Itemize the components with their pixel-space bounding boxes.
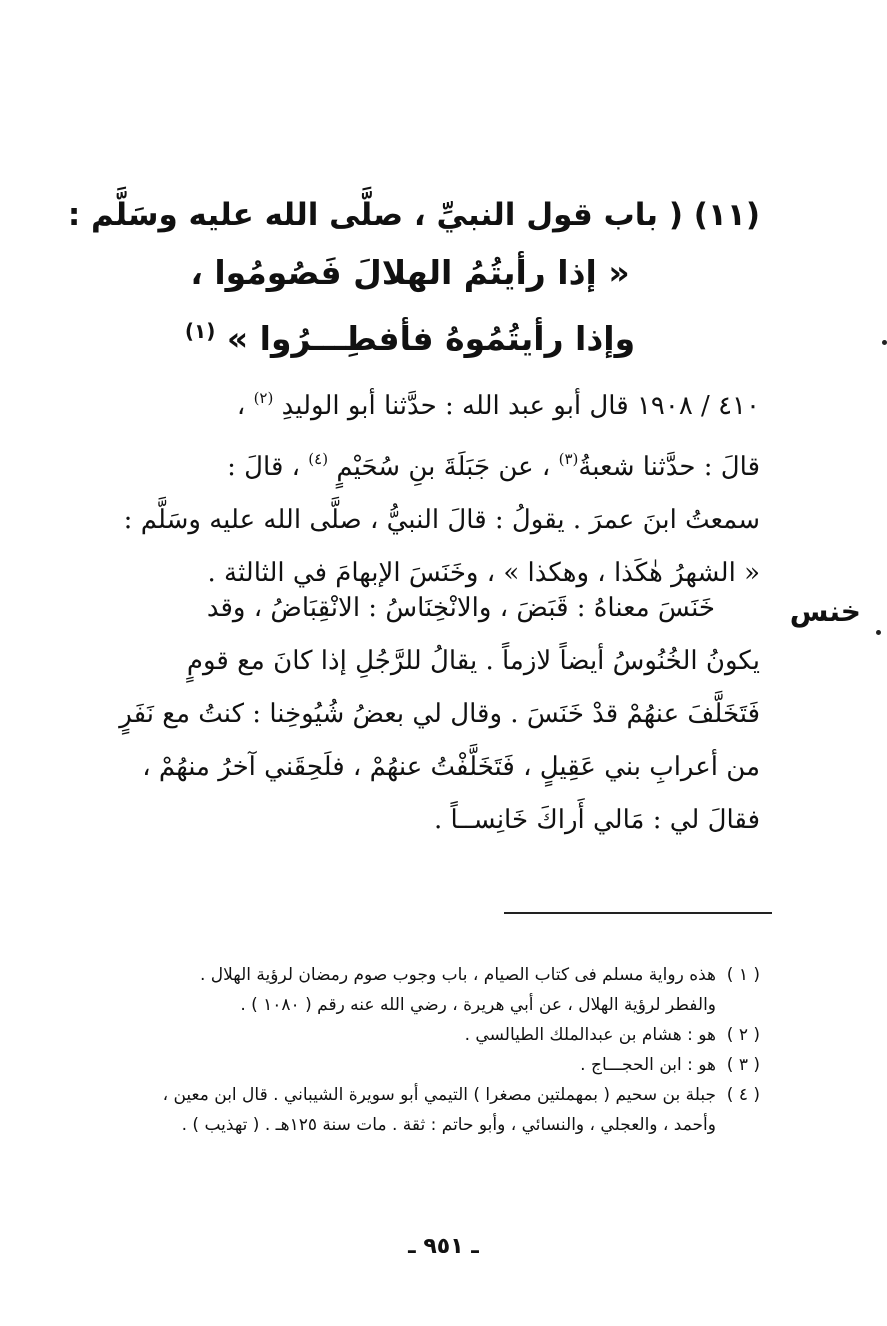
hadith-line-1-b: ، — [236, 391, 254, 421]
footnote-3 — [70, 1050, 760, 1080]
hadith-line-1-a: ٤١٠ / ١٩٠٨ قال أبو عبد الله : حدَّثنا أبو الوليدِ — [273, 391, 760, 421]
gloss-line-2: يكونُ الخُنُوسُ أيضاً لازماً . يقالُ للرَّجُلِ إذا كانَ مع قومٍ — [186, 646, 760, 676]
margin-dot — [876, 630, 881, 635]
footnote-ref-2: (٢) — [253, 389, 274, 407]
chapter-heading-line-2: « إذا رأيتُمُ الهلالَ فَصُومُوا ، — [190, 253, 630, 292]
chapter-heading — [60, 186, 760, 368]
footnote-number: ( ٢ ) — [726, 1025, 760, 1045]
footnote-number: ( ١ ) — [726, 965, 760, 985]
footnote-1 — [70, 960, 760, 990]
gloss-line-1: خَنَسَ معناهُ : قَبَضَ ، والانْخِنَاسُ : الانْقِبَاضُ ، وقد — [206, 593, 715, 623]
footnote-ref-3: (٣) — [558, 450, 579, 468]
footnote-text: هو : هشام بن عبدالملك الطيالسي . — [464, 1025, 716, 1045]
hadith-line-2 — [70, 433, 760, 494]
hadith-line-2-c: ، قالَ : — [227, 452, 309, 482]
footnotes — [70, 960, 760, 1140]
gloss-line-5: فقالَ لي : مَالي أَراكَ خَانِســاً . — [433, 805, 760, 835]
footnote-text: جبلة بن سحيم ( بمهملتين مصغرا ) التيمي أبو سويرة الشيباني . قال ابن معين ، — [162, 1085, 716, 1105]
chapter-heading-line-1: (١١) ( باب قول النبيِّ ، صلَّى الله عليه وسَلَّم : — [67, 197, 760, 233]
footnote-text: هو : ابن الحجـــاج . — [580, 1055, 716, 1075]
footnote-text: هذه رواية مسلم فى كتاب الصيام ، باب وجوب صوم رمضان لرؤية الهلال . — [199, 965, 716, 985]
footnote-ref-1: (١) — [184, 319, 216, 343]
chapter-heading-line-3-text: وإذا رأيتُمُوهُ فأفطِـــرُوا » — [226, 319, 636, 358]
hadith-line-2-b: ، عن جَبَلَةَ بنِ سُحَيْمٍ — [328, 452, 559, 482]
chapter-heading-line-3 — [60, 302, 760, 368]
hadith-line-2-a: قالَ : حدَّثنا شعبةُ — [578, 452, 760, 482]
margin-keyword: خنس — [789, 595, 861, 628]
margin-dot — [882, 340, 887, 345]
page-number: ـ ٩٥١ ـ — [408, 1234, 479, 1259]
gloss-text — [70, 582, 760, 847]
footnote-2 — [70, 1020, 760, 1050]
footnote-number: ( ٤ ) — [726, 1085, 760, 1105]
hadith-line-1 — [70, 372, 760, 433]
gloss-line-4: من أعرابِ بني عَقِيلٍ ، فَتَخَلَّفْتُ عنهُمْ ، فلَحِقَني آخرُ منهُمْ ، — [142, 752, 760, 782]
gloss-line-3: فَتَخَلَّفَ عنهُمْ قدْ خَنَسَ . وقال لي بعضُ شُيُوخِنا : كنتُ مع نَفَرٍ — [119, 699, 760, 729]
hadith-line-4: « الشهرُ هٰكَذا ، وهكذا » ، وخَنَسَ الإبهامَ في الثالثة . — [207, 558, 760, 588]
footnote-ref-4: (٤) — [308, 450, 329, 468]
hadith-line-3: سمعتُ ابنَ عمرَ . يقولُ : قالَ النبيُّ ، صلَّى الله عليه وسَلَّم : — [123, 505, 760, 535]
hadith-text — [70, 372, 760, 600]
footnote-continuation: وأحمد ، والعجلي ، والنسائي ، وأبو حاتم : ثقة . مات سنة ١٢٥هـ . ( تهذيب ) . — [181, 1115, 716, 1135]
footnote-number: ( ٣ ) — [726, 1055, 760, 1075]
footnote-divider — [504, 912, 772, 914]
footnote-4 — [70, 1080, 760, 1110]
footnote-continuation: والفطر لرؤية الهلال ، عن أبي هريرة ، رضي الله عنه رقم ( ١٠٨٠ ) . — [240, 995, 716, 1015]
